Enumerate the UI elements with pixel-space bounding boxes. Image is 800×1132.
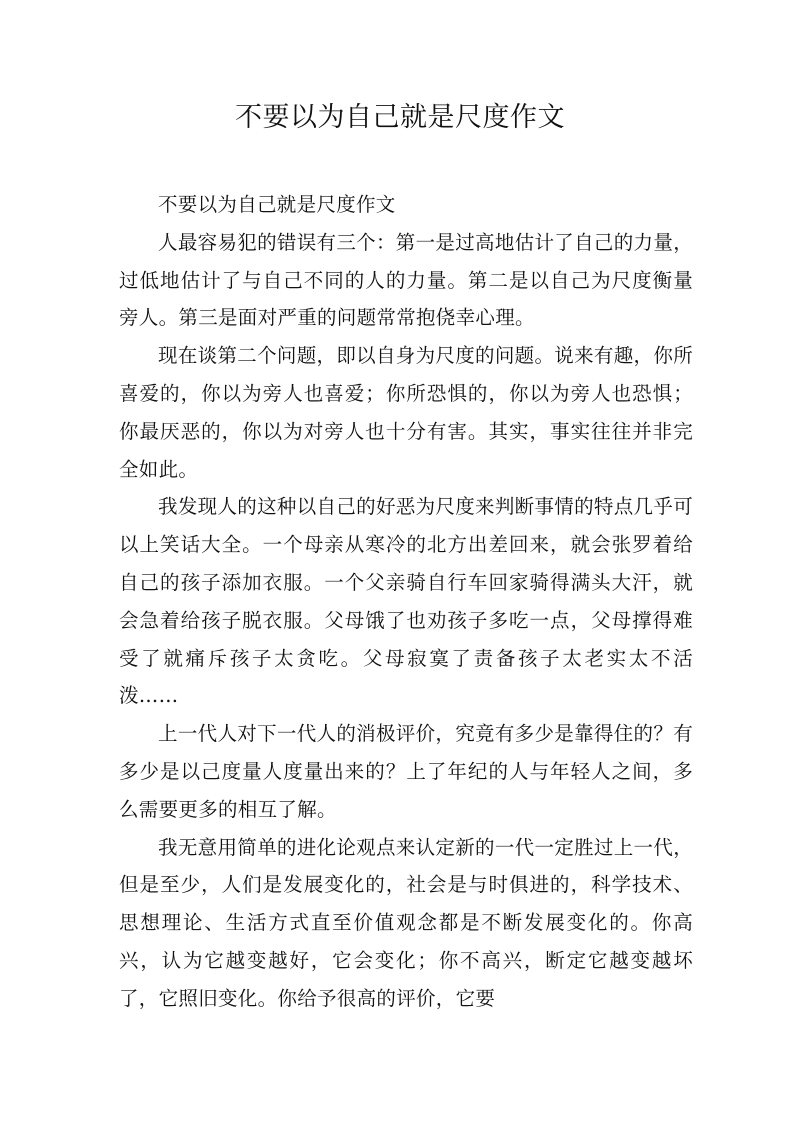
paragraph-3: 我发现人的这种以自己的好恶为尺度来判断事情的特点几乎可以上笑话大全。一个母亲从寒冷的北方出差回来，就会张罗着给自己的孩子添加衣服。一个父亲骑自行车回家骑得满头大汗，就会急着给孩子脱衣服。父母饿了也劝孩子多吃一点，父母撑得难受了就痛斥孩子太贪吃。父母寂寞了责备孩子太老实太不活泼…… [119, 495, 693, 708]
paragraph-5: 我无意用简单的进化论观点来认定新的一代一定胜过上一代，但是至少，人们是发展变化的，社会是与时俱进的，科学技术、思想理论、生活方式直至价值观念都是不断发展变化的。你高兴，认为它越变越好，它会变化；你不高兴，断定它越变越坏了，它照旧变化。你给予很高的评价，它要 [119, 835, 693, 1010]
paragraph-4: 上一代人对下一代人的消极评价，究竟有多少是靠得住的？有多少是以己度量人度量出来的？上了年纪的人与年轻人之间，多么需要更多的相互了解。 [119, 722, 693, 821]
paragraph-subtitle: 不要以为自己就是尺度作文 [158, 193, 396, 216]
document-body [119, 186, 693, 1018]
document-title: 不要以为自己就是尺度作文 [235, 102, 565, 133]
paragraph-1: 人最容易犯的错误有三个：第一是过高地估计了自己的力量，过低地估计了与自己不同的人的力量。第二是以自己为尺度衡量旁人。第三是面对严重的问题常常抱侥幸心理。 [119, 230, 693, 330]
paragraph-2: 现在谈第二个问题，即以自身为尺度的问题。说来有趣，你所喜爱的，你以为旁人也喜爱；你所恐惧的，你以为旁人也恐惧；你最厌恶的，你以为对旁人也十分有害。其实，事实往往并非完全如此。 [119, 344, 693, 481]
